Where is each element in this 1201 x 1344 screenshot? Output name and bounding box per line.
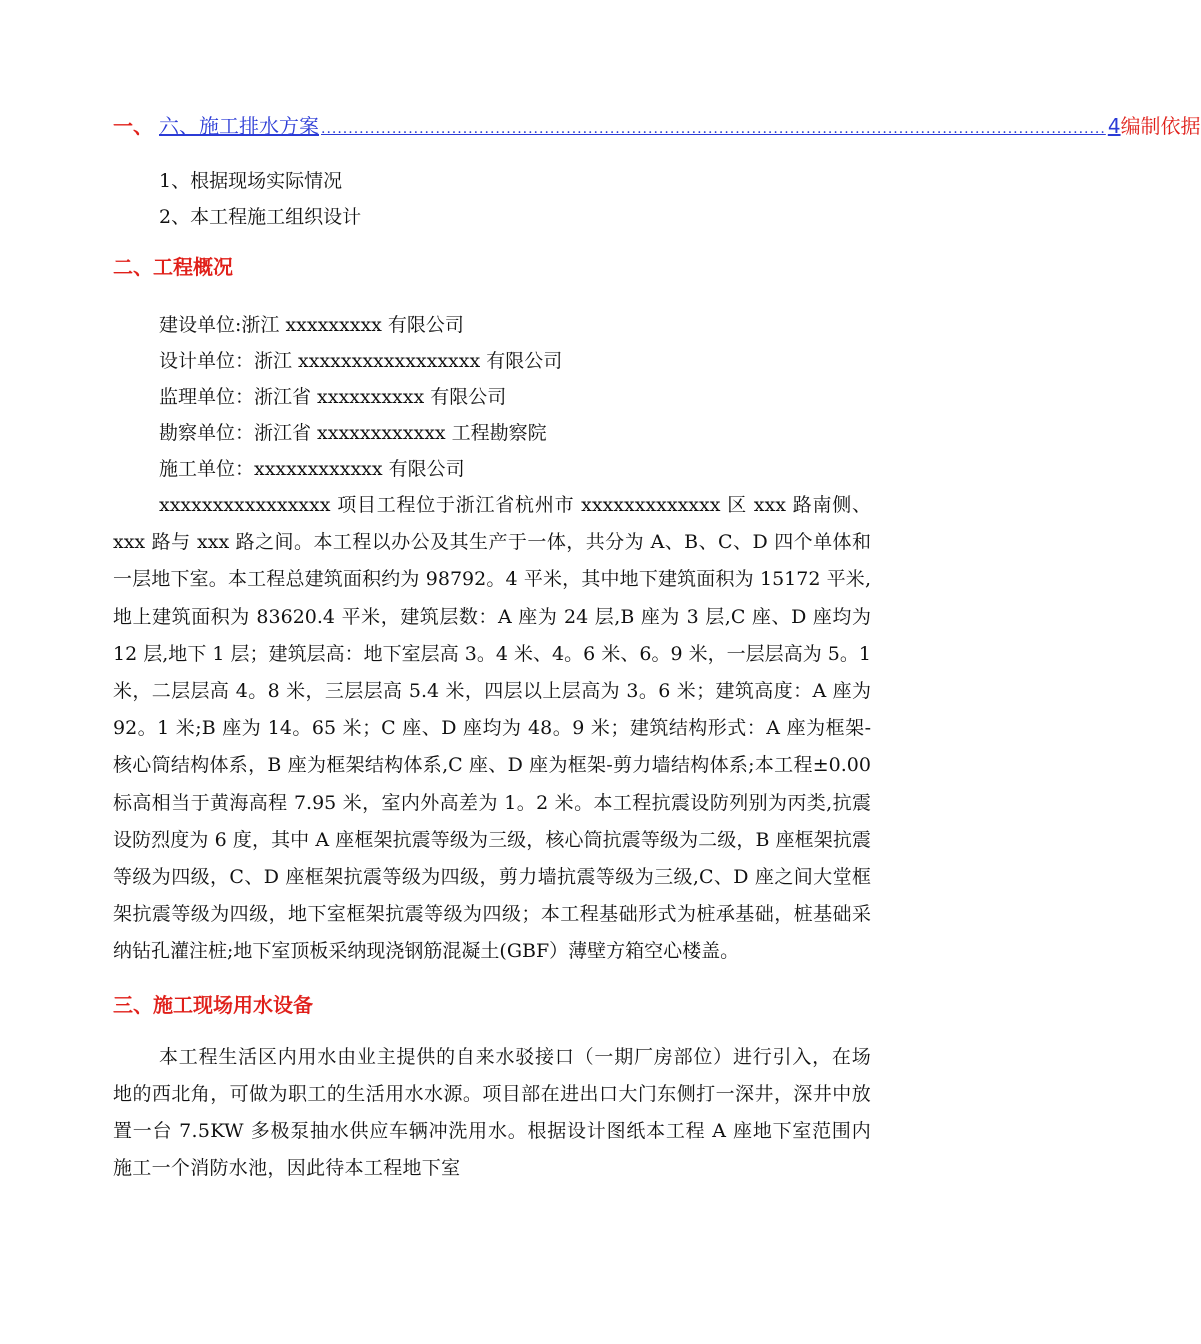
section-heading-overview: 二、工程概况 — [113, 255, 233, 279]
unit-line: 勘察单位：浙江省 xxxxxxxxxxxx 工程勘察院 — [159, 422, 547, 444]
toc-leader-dots[interactable]: ................................................................................................................................................ — [321, 121, 1106, 137]
unit-line: 监理单位：浙江省 xxxxxxxxxx 有限公司 — [159, 386, 507, 408]
equipment-paragraph: 本工程生活区内用水由业主提供的自来水驳接口（一期厂房部位）进行引入，在场地的西北角，可做为职工的生活用水水源。项目部在进出口大门东侧打一深井，深井中放置一台 7.5KW 多极泵抽水供应车辆冲洗用水。根据设计图纸本工程 A 座地下室范围内施工一个消防水池，因此待本工程地下室 — [113, 1045, 871, 1180]
unit-line: 建设单位:浙江 xxxxxxxxx 有限公司 — [159, 314, 464, 336]
basis-item: 1、根据现场实际情况 — [159, 170, 343, 192]
unit-line: 施工单位：xxxxxxxxxxxx 有限公司 — [159, 458, 465, 480]
toc-page-number[interactable]: 4 — [1107, 114, 1121, 138]
toc-link[interactable]: 六、施工排水方案 — [159, 114, 319, 138]
toc-entry — [113, 110, 1201, 142]
unit-line: 设计单位：浙江 xxxxxxxxxxxxxxxxx 有限公司 — [159, 350, 563, 372]
overview-paragraph: xxxxxxxxxxxxxxxx 项目工程位于浙江省杭州市 xxxxxxxxxxxxx 区 xxx 路南侧、xxx 路与 xxx 路之间。本工程以办公及其生产于一体，共分为 A、B、C、D 四个单体和一层地下室。本工程总建筑面积约为 98792。4 平米，其中地下建筑面积为 15172 平米,地上建筑面积为 83620.4 平米，建筑层数：A 座为 24 层,B 座为 3 层,C 座、D 座均为 12 层,地下 1 层；建筑层高：地下室层高 3。4 米、4。6 米、6。9 米，一层层高为 5。1 米，二层层高 4。8 米，三层层高 5.4 米，四层以上层高为 3。6 米；建筑高度：A 座为 92。1 米;B 座为 14。65 米；C 座、D 座均为 48。9 米；建筑结构形式：A 座为框架-核心筒结构体系，B 座为框架结构体系,C 座、D 座为框架-剪力墙结构体系;本工程±0.00 标高相当于黄海高程 7.95 米，室内外高差为 1。2 米。本工程抗震设防列别为丙类,抗震设防烈度为 6 度，其中 A 座框架抗震等级为三级，核心筒抗震等级为二级，B 座框架抗震等级为四级，C、D 座框架抗震等级为四级，剪力墙抗震等级为三级,C、D 座之间大堂框架抗震等级为四级，地下室框架抗震等级为四级；本工程基础形式为桩承基础，桩基础采纳钻孔灌注桩;地下室顶板采纳现浇钢筋混凝土(GBF）薄壁方箱空心楼盖。 — [113, 494, 871, 963]
section-heading-equipment: 三、施工现场用水设备 — [113, 992, 313, 1017]
document-body — [113, 108, 1201, 1187]
section-heading-basis: 编制依据 — [1120, 114, 1201, 138]
basis-item: 2、本工程施工组织设计 — [159, 206, 362, 228]
section-number: 一、 — [113, 114, 153, 138]
